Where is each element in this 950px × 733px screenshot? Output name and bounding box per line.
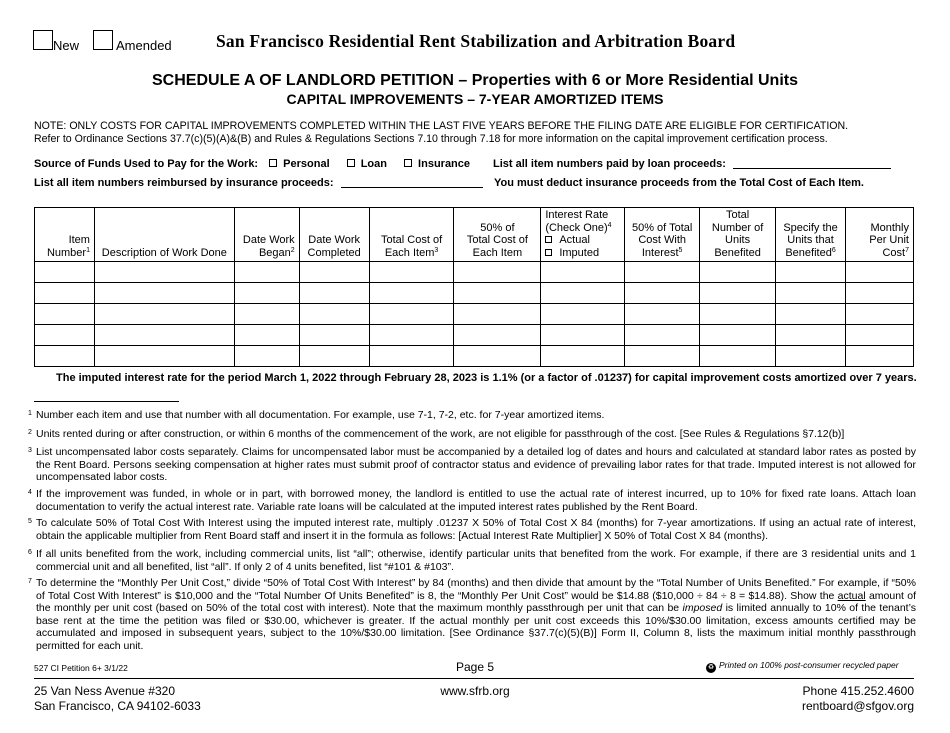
insurance-label: Insurance bbox=[418, 158, 471, 170]
cell[interactable] bbox=[846, 262, 914, 283]
cell[interactable] bbox=[94, 283, 234, 304]
cell[interactable] bbox=[776, 262, 846, 283]
footnote-2: 2 Units rented during or after construction, or within 6 months of the commencement of the work, are not eligible for passthrough of the cost. [See Rules & Regulations §7.12(b)] bbox=[28, 428, 845, 440]
col-monthly-per-unit: Monthly Per Unit Cost$^7$ bbox=[846, 208, 914, 262]
cell[interactable] bbox=[94, 304, 234, 325]
col-interest-rate: Interest Rate (Check One)$^4$ Actual Imputed bbox=[541, 208, 625, 262]
funds-source-label: Source of Funds Used to Pay for the Work: bbox=[34, 158, 259, 170]
contact-block bbox=[700, 684, 914, 714]
cell[interactable] bbox=[299, 325, 369, 346]
cell[interactable] bbox=[454, 325, 541, 346]
cell[interactable] bbox=[454, 304, 541, 325]
col-units-benefited: Total Number of Units Benefited bbox=[700, 208, 776, 262]
cell[interactable] bbox=[35, 262, 95, 283]
loan-label: Loan bbox=[360, 158, 387, 170]
footnote-3: 3 List uncompensated labor costs separately. Claims for uncompensated labor must be accompanied by a detailed log of dates and hours and calculated at standard labor rates as posted by the Rent Board. Persons seeking compensation at higher rates must submit proof of contractor status and evidence of prevailing labor rates for that trade. Imputed interest is not allowed for uncompensated labor costs. bbox=[28, 446, 916, 484]
footnote-6: 6 If all units benefited from the work, including commercial units, list “all”; otherwise, identify particular units that benefited from the work. For example, if there are 3 residential units and 1 commercial unit and all benefited, list “all”. If only 2 of 4 units benefited, list “#101 & #103”. bbox=[28, 548, 916, 573]
insurance-items-label: List all item numbers reimbursed by insurance proceeds: bbox=[34, 177, 334, 189]
footnote-5: 5 To calculate 50% of Total Cost With Interest using the imputed interest rate, multiply .01237 X 50% of Total Cost X 84 (months) for 7-year amortizations. If using an actual rate of interest, obtain the applicable multiplier from Rent Board staff and insert it in the formula as follows: [Actual Interest Rate Multiplier] X 50% of Total Cost X 84 (months). bbox=[28, 517, 916, 542]
table-row bbox=[35, 283, 914, 304]
cell[interactable] bbox=[846, 325, 914, 346]
page-number: Page 5 bbox=[455, 660, 495, 674]
actual-rate-checkbox[interactable] bbox=[545, 236, 552, 243]
page-subtitle: CAPITAL IMPROVEMENTS – 7-YEAR AMORTIZED ITEMS bbox=[286, 91, 664, 107]
cell[interactable] bbox=[776, 346, 846, 367]
deduct-note: You must deduct insurance proceeds from the Total Cost of Each Item. bbox=[494, 177, 864, 189]
insurance-checkbox[interactable] bbox=[404, 159, 412, 167]
cell[interactable] bbox=[234, 283, 299, 304]
cell[interactable] bbox=[625, 346, 700, 367]
imputed-rate-checkbox[interactable] bbox=[545, 249, 552, 256]
cell[interactable] bbox=[454, 262, 541, 283]
board-name: San Francisco Residential Rent Stabilization and Arbitration Board bbox=[216, 31, 736, 51]
cell[interactable] bbox=[846, 346, 914, 367]
col-description: Description of Work Done bbox=[94, 208, 234, 262]
table-header-row bbox=[35, 208, 914, 262]
cell[interactable] bbox=[299, 346, 369, 367]
cell[interactable] bbox=[541, 304, 625, 325]
cell[interactable] bbox=[625, 262, 700, 283]
cell[interactable] bbox=[234, 325, 299, 346]
cell[interactable] bbox=[369, 262, 454, 283]
items-table bbox=[34, 207, 914, 367]
website-link[interactable]: www.sfrb.org bbox=[440, 684, 510, 698]
col-date-began: Date Work Began$^2$ bbox=[234, 208, 299, 262]
table-row bbox=[35, 262, 914, 283]
cell[interactable] bbox=[299, 262, 369, 283]
recycle-icon: ♻ bbox=[707, 664, 715, 671]
insurance-items-row bbox=[34, 177, 483, 189]
cell[interactable] bbox=[234, 262, 299, 283]
col-total-cost: Total Cost of Each Item$^3$ bbox=[369, 208, 454, 262]
cell[interactable] bbox=[625, 325, 700, 346]
table-row bbox=[35, 304, 914, 325]
footnote-4: 4 If the improvement was funded, in whole or in part, with borrowed money, the landlord is entitled to use the actual rate of interest incurred, up to 10% for fixed rate loans. Attach loan documentation to verify the actual interest rate. Variable rate loans will be calculated at the imputed interest rates published by the Rent Board. bbox=[28, 488, 916, 513]
cell[interactable] bbox=[776, 283, 846, 304]
table-row bbox=[35, 325, 914, 346]
personal-checkbox[interactable] bbox=[269, 159, 277, 167]
note-line-1: NOTE: ONLY COSTS FOR CAPITAL IMPROVEMENTS COMPLETED WITHIN THE LAST FIVE YEARS BEFORE THE FILING DATE ARE ELIGIBLE FOR CERTIFICATION. bbox=[34, 120, 849, 132]
amended-label: Amended bbox=[116, 38, 172, 53]
note-line-2: Refer to Ordinance Sections 37.7(c)(5)(A)&(B) and Rules & Regulations Sections 7.10 through 7.18 for more information on the capital improvement certification process. bbox=[34, 133, 828, 145]
phone-number: Phone 415.252.4600 bbox=[802, 684, 914, 698]
cell[interactable] bbox=[700, 325, 776, 346]
cell[interactable] bbox=[234, 304, 299, 325]
col-date-completed: Date Work Completed bbox=[299, 208, 369, 262]
cell[interactable] bbox=[299, 304, 369, 325]
cell[interactable] bbox=[541, 346, 625, 367]
cell[interactable] bbox=[541, 262, 625, 283]
cell[interactable] bbox=[234, 346, 299, 367]
cell[interactable] bbox=[369, 304, 454, 325]
cell[interactable] bbox=[700, 262, 776, 283]
cell[interactable] bbox=[94, 325, 234, 346]
cell[interactable] bbox=[700, 346, 776, 367]
col-specify-units: Specify the Units that Benefited$^6$ bbox=[776, 208, 846, 262]
col-fifty-percent-with-interest: 50% of Total Cost With Interest$^5$ bbox=[625, 208, 700, 262]
cell[interactable] bbox=[299, 283, 369, 304]
funds-source-row bbox=[34, 158, 470, 170]
page-title: SCHEDULE A OF LANDLORD PETITION – Properties with 6 or More Residential Units bbox=[152, 72, 798, 89]
cell[interactable] bbox=[700, 304, 776, 325]
footnote-divider bbox=[34, 401, 179, 402]
cell[interactable] bbox=[846, 304, 914, 325]
form-id: 527 CI Petition 6+ 3/1/22 bbox=[34, 663, 128, 673]
cell[interactable] bbox=[625, 283, 700, 304]
loan-items-field[interactable] bbox=[733, 158, 891, 169]
footnote-7: 7 To determine the “Monthly Per Unit Cost,” divide “50% of Total Cost With Interest” by 84 (months) and then divide that amount by the “Total Number of Units Benefited.” For example, if “50% of Total Cost With Interest” is $10,000 and the “Total Number Of Units Benefited” is 8, the “Monthly Per Unit Cost” would be $14.88 ($10,000 ÷ 84 ÷ 8 = $14.88). Show the actual amount of the monthly per unit cost (based on 50% of the total cost with interest). Note that the maximum monthly passthrough per unit that can be imposed is limited annually to 10% of the tenant’s base rent at the time the petition was filed or $30.00, whichever is greater. If the actual monthly per unit cost exceeds this 10%/$30.00 limitation, excess amounts certified may be accumulated and imposed in subsequent years, subject to the 10%/$30.00 limitation. [See Ordinance §37.7(c)(5)(B)] Form II, Column 8, lists the maximum initial monthly passthrough permitted for each unit. bbox=[28, 577, 916, 652]
cell[interactable] bbox=[94, 346, 234, 367]
address-line-2: San Francisco, CA 94102-6033 bbox=[34, 699, 201, 713]
address-line-1: 25 Van Ness Avenue #320 bbox=[34, 684, 175, 698]
cell[interactable] bbox=[625, 304, 700, 325]
loan-items-label: List all item numbers paid by loan proceeds: bbox=[493, 158, 726, 170]
cell[interactable] bbox=[369, 325, 454, 346]
eligibility-note bbox=[34, 120, 914, 146]
cell[interactable] bbox=[35, 346, 95, 367]
personal-label: Personal bbox=[283, 158, 330, 170]
footnote-1: 1 Number each item and use that number with all documentation. For example, use 7-1, 7-2, etc. for 7-year amortized items. bbox=[28, 409, 605, 421]
cell[interactable] bbox=[541, 325, 625, 346]
footer-divider bbox=[34, 678, 914, 679]
cell[interactable] bbox=[35, 304, 95, 325]
email-link[interactable]: rentboard@sfgov.org bbox=[801, 699, 914, 713]
insurance-items-field[interactable] bbox=[341, 177, 483, 188]
new-checkbox[interactable] bbox=[33, 30, 53, 50]
cell[interactable] bbox=[846, 283, 914, 304]
recycled-note: ♻ Printed on 100% post-consumer recycled paper bbox=[707, 660, 899, 671]
table-row bbox=[35, 346, 914, 367]
cell[interactable] bbox=[776, 304, 846, 325]
loan-items-row bbox=[493, 158, 891, 170]
cell[interactable] bbox=[369, 283, 454, 304]
col-item-number: Item Number$^1$ bbox=[35, 208, 95, 262]
cell[interactable] bbox=[35, 325, 95, 346]
cell[interactable] bbox=[776, 325, 846, 346]
cell[interactable] bbox=[454, 283, 541, 304]
cell[interactable] bbox=[700, 283, 776, 304]
cell[interactable] bbox=[35, 283, 95, 304]
cell[interactable] bbox=[94, 262, 234, 283]
loan-checkbox[interactable] bbox=[347, 159, 355, 167]
cell[interactable] bbox=[369, 346, 454, 367]
new-label: New bbox=[53, 38, 80, 53]
imputed-rate-note: The imputed interest rate for the period March 1, 2022 through February 28, 2023 is 1.1% (or a factor of .01237) for capital improvement costs amortized over 7 years. bbox=[56, 372, 917, 384]
col-fifty-percent-cost: 50% of Total Cost of Each Item bbox=[454, 208, 541, 262]
cell[interactable] bbox=[454, 346, 541, 367]
cell[interactable] bbox=[541, 283, 625, 304]
amended-checkbox[interactable] bbox=[93, 30, 113, 50]
